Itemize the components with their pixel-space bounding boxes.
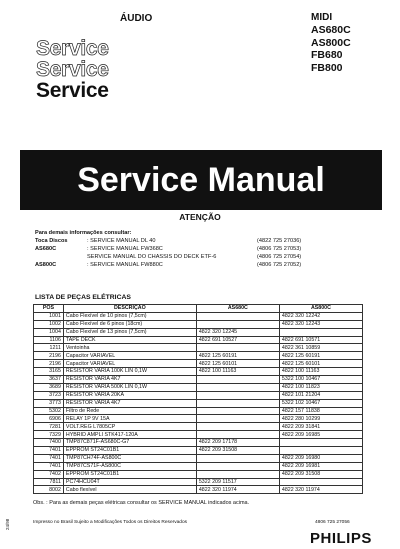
info-intro: Para demais informações consultar: xyxy=(35,230,132,236)
info-row xyxy=(35,253,301,261)
cell-description: HYBRID AMPLI STK417-120A xyxy=(63,431,196,439)
cell-pos: 1106 xyxy=(34,336,64,344)
parts-table xyxy=(33,304,363,494)
cell-pos: 7329 xyxy=(34,431,64,439)
cell-as680c xyxy=(196,391,279,399)
footer-code: 4806 725 27056 xyxy=(315,520,350,525)
cell-pos: 1002 xyxy=(34,320,64,328)
parts-list-title: LISTA DE PEÇAS ELÉTRICAS xyxy=(35,294,131,301)
table-row xyxy=(34,383,363,391)
cell-as680c xyxy=(196,383,279,391)
cell-as680c xyxy=(196,431,279,439)
service-logo-outline-1: Service xyxy=(36,37,109,60)
cell-description: RESISTOR VARIA 100K LIN 0,1W xyxy=(63,368,196,376)
service-logo-outline-2: Service xyxy=(36,58,109,81)
cell-pos: 2196 xyxy=(34,352,64,360)
cell-pos: 8002 xyxy=(34,486,64,494)
table-row xyxy=(34,407,363,415)
cell-description: Filtro de Rede xyxy=(63,407,196,415)
table-row xyxy=(34,399,363,407)
cell-description: Cabo Flexível de 10 pinos (7,5cm) xyxy=(63,312,196,320)
info-code: (4806 725 27054) xyxy=(257,254,302,261)
cell-as800c xyxy=(279,478,362,486)
cell-as800c: 4822 209 31841 xyxy=(279,423,362,431)
cell-as800c xyxy=(279,328,362,336)
cell-description: TMP87C871F-AS680C-G7 xyxy=(63,439,196,447)
info-row xyxy=(35,245,301,253)
cell-as680c: 4822 320 12245 xyxy=(196,328,279,336)
side-date: 24/98 xyxy=(5,518,10,530)
title-banner-text: Service Manual xyxy=(77,161,325,199)
cell-pos: 1004 xyxy=(34,328,64,336)
cell-as800c: 4822 320 12242 xyxy=(279,312,362,320)
info-row xyxy=(35,261,301,269)
cell-as680c xyxy=(196,312,279,320)
cell-description: TMP87CS71F-AS800C xyxy=(63,462,196,470)
cell-pos: 6906 xyxy=(34,415,64,423)
cell-as800c: 5322 100 10467 xyxy=(279,376,362,384)
model-3: FB680 xyxy=(311,49,343,61)
type-label: MIDI xyxy=(311,12,333,23)
cell-pos: 3165 xyxy=(34,368,64,376)
model-2: AS800C xyxy=(311,36,351,49)
col-header-as800c: AS800C xyxy=(279,305,362,313)
title-banner xyxy=(20,150,382,210)
table-row xyxy=(34,368,363,376)
info-row xyxy=(35,237,301,245)
cell-as800c: 4822 209 31508 xyxy=(279,470,362,478)
cell-as800c: 4822 100 11163 xyxy=(279,368,362,376)
table-row xyxy=(34,344,363,352)
col-header-as680c: AS680C xyxy=(196,305,279,313)
cell-description: EPPROM ST24C01B1 xyxy=(63,447,196,455)
cell-as800c: 4822 125 60191 xyxy=(279,352,362,360)
cell-pos: 7402 xyxy=(34,470,64,478)
cell-pos: 3689 xyxy=(34,383,64,391)
cell-pos: 3773 xyxy=(34,399,64,407)
cell-description: RESISTOR VARIA 500K LIN 0,1W xyxy=(63,383,196,391)
cell-pos: 7281 xyxy=(34,423,64,431)
cell-as800c: 4822 209 16980 xyxy=(279,454,362,462)
info-text: : SERVICE MANUAL FW880C xyxy=(87,262,163,269)
cell-as800c: 4822 125 60101 xyxy=(279,360,362,368)
cell-pos: 1001 xyxy=(34,312,64,320)
cell-as800c: 4822 209 16985 xyxy=(279,431,362,439)
table-row xyxy=(34,360,363,368)
info-key: AS680C xyxy=(35,246,57,253)
service-logo-solid: Service xyxy=(36,79,109,102)
cell-as680c: 5322 209 11517 xyxy=(196,478,279,486)
cell-description: VOLT.REG L7805CP xyxy=(63,423,196,431)
cell-as800c xyxy=(279,439,362,447)
cell-description: Capacitor VARIAVEL xyxy=(63,360,196,368)
info-code: (4806 725 27053) xyxy=(257,246,302,253)
table-row xyxy=(34,336,363,344)
cell-as800c: 4822 320 12243 xyxy=(279,320,362,328)
table-row xyxy=(34,391,363,399)
info-key: AS800C xyxy=(35,262,57,269)
table-row xyxy=(34,454,363,462)
cell-as680c xyxy=(196,415,279,423)
category-label: ÁUDIO xyxy=(120,13,153,24)
cell-as680c: 4822 209 31508 xyxy=(196,447,279,455)
cell-as680c: 4822 691 10527 xyxy=(196,336,279,344)
info-text: : SERVICE MANUAL FW368C xyxy=(87,246,163,253)
cell-as800c: 4822 280 10299 xyxy=(279,415,362,423)
cell-pos: 7401 xyxy=(34,447,64,455)
cell-description: RESISTOR VARIA 4K7 xyxy=(63,399,196,407)
cell-as680c xyxy=(196,344,279,352)
cell-pos: 7811 xyxy=(34,478,64,486)
info-code: (4806 725 27052) xyxy=(257,262,302,269)
table-row xyxy=(34,478,363,486)
footer-legal: Impresso no Brasil Sujeito a Modificações Todos os Direitos Reservados xyxy=(33,520,188,525)
info-code: (4822 725 27036) xyxy=(257,238,302,245)
cell-description: TMP87CH74F-AS800C xyxy=(63,454,196,462)
table-row xyxy=(34,462,363,470)
cell-description: Cabo flexível xyxy=(63,486,196,494)
cell-description: Cabo Flexível de 6 pinos (18cm) xyxy=(63,320,196,328)
cell-description: EPPROM ST24C01B1 xyxy=(63,470,196,478)
model-1: AS680C xyxy=(311,24,351,36)
cell-as800c: 4822 101 21204 xyxy=(279,391,362,399)
info-block xyxy=(35,229,301,269)
table-row xyxy=(34,447,363,455)
table-row xyxy=(34,320,363,328)
cell-pos: 5302 xyxy=(34,407,64,415)
table-header-row xyxy=(34,305,363,313)
table-row xyxy=(34,423,363,431)
cell-as680c: 4822 209 17178 xyxy=(196,439,279,447)
cell-as800c: 4822 157 11838 xyxy=(279,407,362,415)
attention-heading: ATENÇÃO xyxy=(179,212,221,222)
cell-pos: 7400 xyxy=(34,439,64,447)
cell-description: RESISTOR VARIA 20KA xyxy=(63,391,196,399)
cell-as680c xyxy=(196,320,279,328)
cell-pos: 2196 xyxy=(34,360,64,368)
cell-as680c: 4822 320 11974 xyxy=(196,486,279,494)
info-key xyxy=(35,253,87,261)
table-row xyxy=(34,439,363,447)
cell-as800c: 5322 102 10467 xyxy=(279,399,362,407)
info-key: Toca Discos xyxy=(35,238,68,245)
table-row xyxy=(34,486,363,494)
observation-note: Obs. : Para as demais peças elétricas consultar os SERVICE MANUAL indicados acima. xyxy=(33,500,250,506)
table-row xyxy=(34,470,363,478)
table-row xyxy=(34,431,363,439)
cell-as680c xyxy=(196,376,279,384)
cell-as680c xyxy=(196,454,279,462)
model-4: FB800 xyxy=(311,61,343,74)
cell-pos: 3723 xyxy=(34,391,64,399)
cell-pos: 1211 xyxy=(34,344,64,352)
cell-description: RELAY 1P 9V 15A xyxy=(63,415,196,423)
table-row xyxy=(34,312,363,320)
cell-as800c: 4822 100 11823 xyxy=(279,383,362,391)
cell-as680c: 4822 125 60191 xyxy=(196,352,279,360)
col-header-pos: POS xyxy=(34,305,64,313)
cell-description: PC74HCU04T xyxy=(63,478,196,486)
table-row xyxy=(34,352,363,360)
cell-pos: 7401 xyxy=(34,462,64,470)
cell-as800c xyxy=(279,447,362,455)
cell-description: Capacitor VARIAVEL xyxy=(63,352,196,360)
cell-description: RESISTOR VARIA 4K7 xyxy=(63,376,196,384)
philips-logo: PHILIPS xyxy=(310,530,372,547)
cell-pos: 7401 xyxy=(34,454,64,462)
info-text: : SERVICE MANUAL DL 40 xyxy=(87,238,156,245)
cell-as800c: 4822 361 10859 xyxy=(279,344,362,352)
cell-description: TAPE DECK xyxy=(63,336,196,344)
cell-as680c xyxy=(196,423,279,431)
cell-as680c xyxy=(196,470,279,478)
cell-description: Cabo Flexível de 13 pinos (7,5cm) xyxy=(63,328,196,336)
cell-as800c: 4822 691 10571 xyxy=(279,336,362,344)
cell-as680c: 4822 100 11163 xyxy=(196,368,279,376)
cell-description: Ventoinha xyxy=(63,344,196,352)
cell-pos: 3637 xyxy=(34,376,64,384)
cell-as800c: 4822 209 16981 xyxy=(279,462,362,470)
table-row xyxy=(34,376,363,384)
col-header-description: DESCRIÇÃO xyxy=(63,305,196,313)
model-list xyxy=(311,24,372,74)
info-text: SERVICE MANUAL DO CHASSIS DO DECK ETF-6 xyxy=(87,254,217,261)
cell-as680c: 4822 125 60101 xyxy=(196,360,279,368)
cell-as680c xyxy=(196,399,279,407)
table-row xyxy=(34,328,363,336)
cell-as800c: 4822 320 11974 xyxy=(279,486,362,494)
cell-as680c xyxy=(196,407,279,415)
cell-as680c xyxy=(196,462,279,470)
table-row xyxy=(34,415,363,423)
